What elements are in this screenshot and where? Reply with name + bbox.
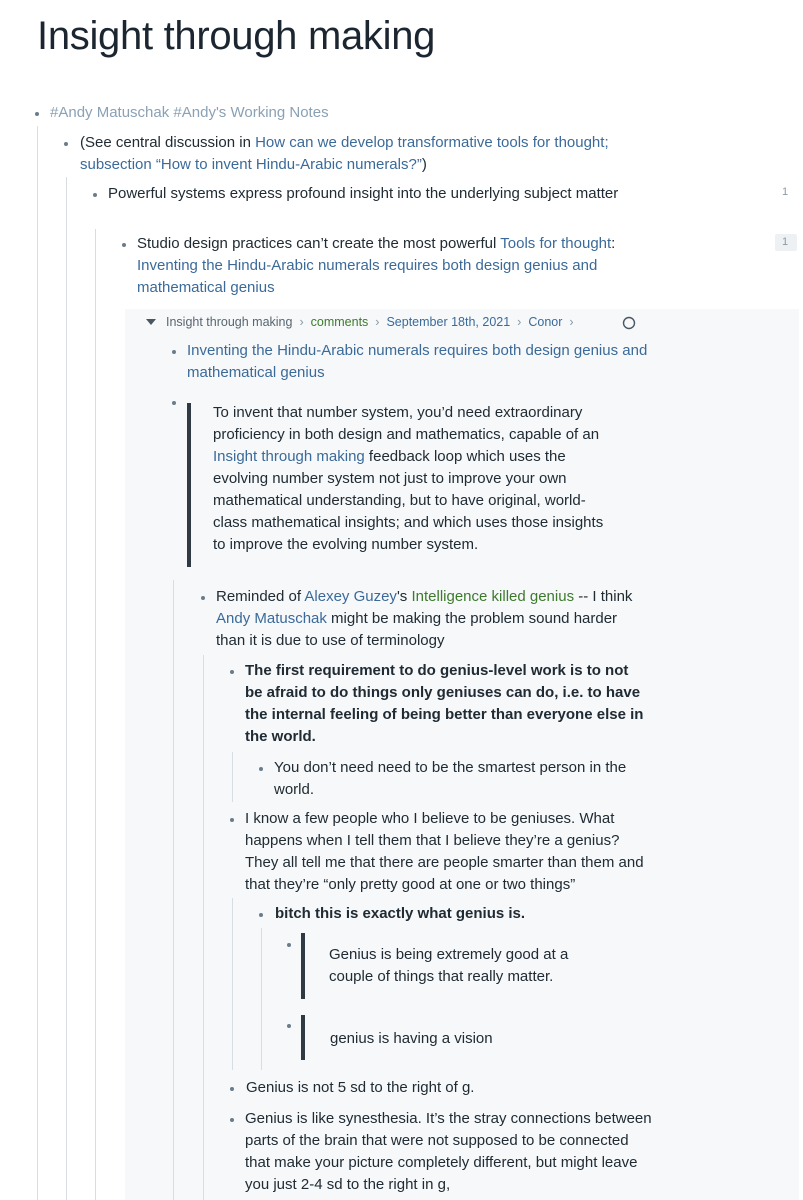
ref-inventing-block xyxy=(187,340,657,384)
reference-count[interactable]: 1 xyxy=(782,186,789,198)
bullet[interactable] xyxy=(259,767,263,771)
genius-good-block: Genius is being extremely good at a couple of things that really matter. xyxy=(329,946,569,985)
quote-pre: To invent that number system, you’d need extraordinary proficiency in both design and mathematics, capable of an xyxy=(213,404,600,443)
chevron-right-icon: › xyxy=(299,315,304,329)
first-requirement-block: The first requirement to do genius-level work is to not be afraid to do things only geniuses can do, i.e. to have the internal feeling of being better than everyone else in the world. xyxy=(245,662,644,745)
blockquote-bar xyxy=(301,933,305,999)
bullet[interactable] xyxy=(230,1087,234,1091)
circle-icon[interactable] xyxy=(622,316,636,330)
bullet[interactable] xyxy=(93,193,97,197)
indent-guide xyxy=(66,177,67,1200)
bullet[interactable] xyxy=(230,1118,234,1122)
indent-guide xyxy=(37,126,38,1200)
see-central-block xyxy=(80,132,670,176)
see-central-link[interactable]: How can we develop transformative tools for thought; subsection “How to invent Hindu-Arabic numerals?” xyxy=(80,134,609,173)
quote-block xyxy=(213,402,618,556)
see-central-pre: (See central discussion in xyxy=(80,134,256,151)
breadcrumb-date[interactable]: September 18th, 2021 xyxy=(386,315,511,329)
chevron-right-icon: › xyxy=(517,315,522,329)
bullet[interactable] xyxy=(230,818,234,822)
know-few-block: I know a few people who I believe to be geniuses. What happens when I tell them that I believe they’re a genius? They all tell me that there are people smarter than them and that they’re “only pretty good at one or two things” xyxy=(245,810,644,893)
indent-guide xyxy=(203,655,204,1200)
tags-block xyxy=(50,102,750,124)
breadcrumb-page[interactable]: Insight through making xyxy=(166,315,293,329)
blockquote-bar xyxy=(301,1015,305,1060)
reminded-mid2: -- I think xyxy=(574,588,633,605)
reminded-mid1: 's xyxy=(396,588,412,605)
smartest-block: You don’t need need to be the smartest person in the world. xyxy=(274,759,627,798)
collapse-triangle-icon[interactable] xyxy=(146,319,156,327)
indent-guide xyxy=(95,229,96,1200)
tag-andy-matuschak[interactable]: #Andy Matuschak xyxy=(50,104,170,121)
bullet[interactable] xyxy=(201,596,205,600)
synesthesia-block: Genius is like synesthesia. It’s the stray connections between parts of the brain that were not supposed to be connected that make your picture completely different, but might leave you just 2-4 sd to the right in g, xyxy=(245,1110,652,1193)
genius-vision-block: genius is having a vision xyxy=(330,1030,493,1047)
bullet[interactable] xyxy=(35,112,39,116)
powerful-block: Powerful systems express profound insight into the underlying subject matter xyxy=(108,185,619,202)
ref-inventing-link[interactable]: Inventing the Hindu-Arabic numerals requires both design genius and mathematical genius xyxy=(187,342,648,381)
studio-pre: Studio design practices can’t create the most powerful xyxy=(137,235,501,252)
see-central-post: ) xyxy=(421,156,427,173)
bullet[interactable] xyxy=(287,943,291,947)
bullet[interactable] xyxy=(172,350,176,354)
indent-guide xyxy=(173,580,174,1200)
tag-andys-working-notes[interactable]: #Andy's Working Notes xyxy=(173,104,329,121)
bullet[interactable] xyxy=(122,243,126,247)
breadcrumb-user[interactable]: Conor xyxy=(528,315,563,329)
quote-post: feedback loop which uses the evolving number system not just to improve your own mathematical understanding, but to have original, world-class mathematical insights; and which uses those insights to improve the evolving number system. xyxy=(213,448,604,553)
reminded-block xyxy=(216,586,641,652)
reminded-post: might be making the problem sound harder than it is due to use of terminology xyxy=(216,610,618,649)
andy-matuschak-link[interactable]: Andy Matuschak xyxy=(216,610,327,627)
bullet[interactable] xyxy=(287,1024,291,1028)
insight-through-making-link[interactable]: Insight through making xyxy=(213,448,365,465)
indent-guide xyxy=(232,898,233,1070)
chevron-right-icon: › xyxy=(375,315,380,329)
indent-guide xyxy=(261,928,262,1070)
reference-count[interactable]: 1 xyxy=(782,236,789,248)
studio-mid: : xyxy=(611,235,616,252)
blockquote-bar xyxy=(187,403,191,567)
page-title: Insight through making xyxy=(37,14,436,58)
reminded-pre: Reminded of xyxy=(216,588,305,605)
bullet[interactable] xyxy=(172,401,176,405)
bitch-block: bitch this is exactly what genius is. xyxy=(275,905,526,922)
breadcrumb xyxy=(166,315,581,329)
intelligence-killed-genius-link[interactable]: Intelligence killed genius xyxy=(411,588,575,605)
indent-guide xyxy=(232,752,233,802)
bullet[interactable] xyxy=(230,670,234,674)
alexey-guzey-link[interactable]: Alexey Guzey xyxy=(304,588,397,605)
breadcrumb-comments[interactable]: comments xyxy=(310,315,369,329)
tools-for-thought-link[interactable]: Tools for thought xyxy=(500,235,612,252)
chevron-right-icon: › xyxy=(569,315,574,329)
inventing-link[interactable]: Inventing the Hindu-Arabic numerals requires both design genius and mathematical genius xyxy=(137,257,598,296)
bullet[interactable] xyxy=(64,142,68,146)
studio-block xyxy=(137,233,632,299)
not5sd-block: Genius is not 5 sd to the right of g. xyxy=(246,1079,475,1096)
bullet[interactable] xyxy=(259,913,263,917)
